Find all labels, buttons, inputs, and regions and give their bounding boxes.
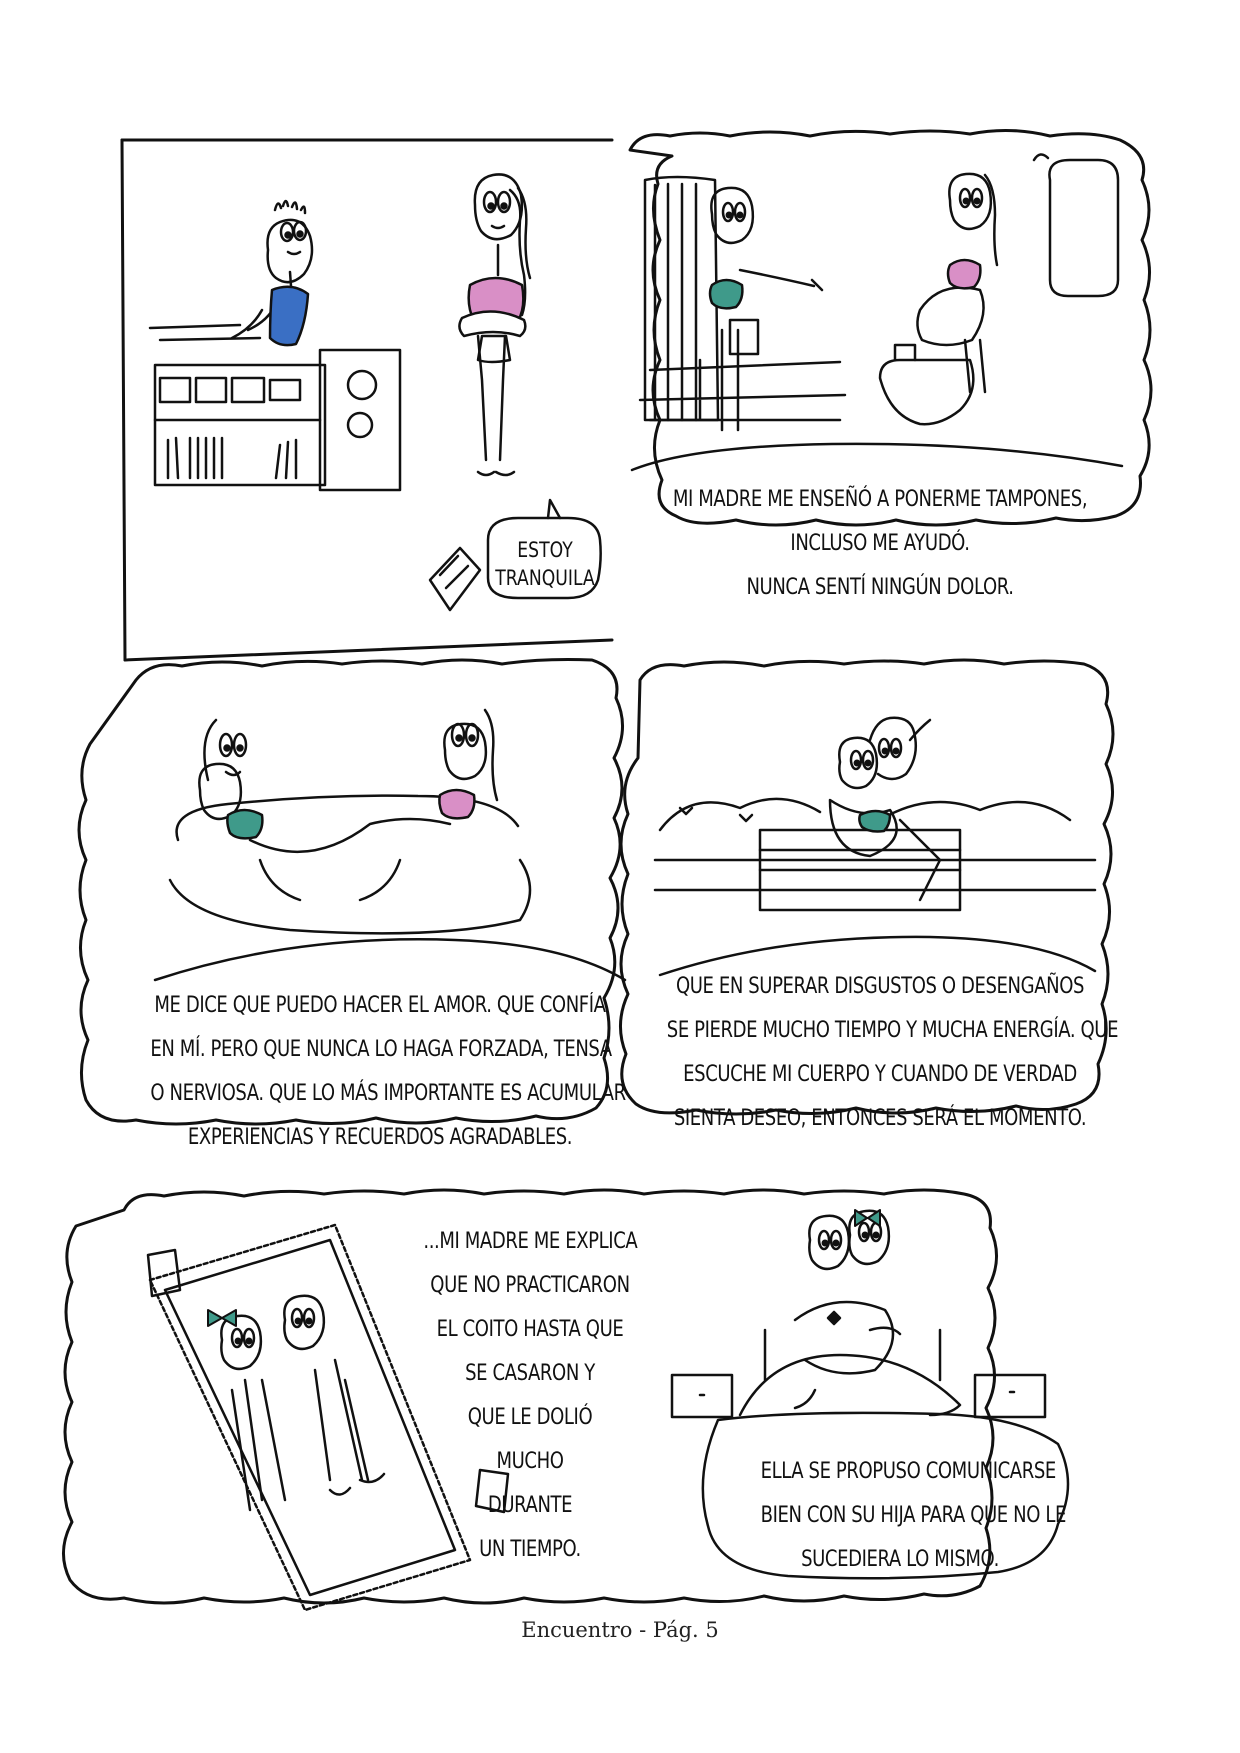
speech-line: ESTOY [517, 538, 573, 562]
narration-line: ...MI MADRE ME EXPLICA [423, 1229, 638, 1254]
narration-line: QUE LE DOLIÓ [467, 1405, 593, 1430]
caption-panel-5 [760, 1450, 1066, 1582]
daughter-pink-top-p2 [948, 260, 980, 288]
sofa-scene [170, 710, 530, 933]
caption-line: SIENTA DESEO, ENTONCES SERÁ EL MOMENTO. [673, 1106, 1087, 1131]
speech-line: TRANQUILA [495, 566, 595, 590]
speech-text-estoy [484, 536, 607, 592]
narration-line: UN TIEMPO. [479, 1537, 581, 1562]
stereo-cabinet [150, 325, 400, 490]
caption-line: EN MÍ. PERO QUE NUNCA LO HAGA FORZADA, TENSA [150, 1037, 612, 1062]
caption-line: ELLA SE PROPUSO COMUNICARSE [760, 1459, 1056, 1484]
narration-line: QUE NO PRACTICARON [430, 1273, 630, 1298]
mother-green-top-p2 [710, 280, 742, 308]
caption-line: BIEN CON SU HIJA PARA QUE NO LE [760, 1503, 1066, 1528]
caption-line: NUNCA SENTÍ NINGÚN DOLOR. [746, 575, 1014, 600]
page-footer: Encuentro - Pág. 5 [521, 1618, 719, 1642]
bed-scene [672, 1211, 1045, 1417]
caption-line: SUCEDIERA LO MISMO. [801, 1547, 999, 1572]
narration-line: SE CASARON Y [465, 1361, 595, 1386]
caption-line: O NERVIOSA. QUE LO MÁS IMPORTANTE ES ACUMULAR [150, 1081, 626, 1106]
caption-line: QUE EN SUPERAR DISGUSTOS O DESENGAÑOS [675, 974, 1085, 999]
caption-bubble-p2 [632, 444, 1122, 470]
caption-line: INCLUSO ME AYUDÓ. [790, 531, 970, 556]
narration-line: EL COITO HASTA QUE [436, 1317, 624, 1342]
green-collar-p4 [859, 811, 890, 832]
caption-panel-2 [667, 478, 1093, 610]
daughter-pink-top-p3 [439, 790, 474, 818]
caption-line: MI MADRE ME ENSEÑÓ A PONERME TAMPONES, [672, 487, 1088, 512]
caption-panel-3 [150, 984, 626, 1160]
caption-bubble-p3 [155, 939, 625, 980]
caption-panel-4 [666, 965, 1119, 1141]
narration-line: DURANTE [487, 1493, 573, 1518]
caption-line: ESCUCHE MI CUERPO Y CUANDO DE VERDAD [683, 1062, 1077, 1087]
boy-shirt [270, 287, 308, 345]
narration-panel-5 [423, 1220, 636, 1572]
bride-green-bow [208, 1310, 236, 1326]
caption-line: SE PIERDE MUCHO TIEMPO Y MUCHA ENERGÍA. QUE [666, 1018, 1119, 1043]
mother-green-top-p3 [227, 810, 262, 838]
panel-2-frame [630, 130, 1151, 525]
narration-line: MUCHO [496, 1449, 564, 1474]
caption-line: ME DICE QUE PUEDO HACER EL AMOR. QUE CONFÍA [154, 993, 606, 1018]
caption-line: EXPERIENCIAS Y RECUERDOS AGRADABLES. [187, 1125, 573, 1150]
